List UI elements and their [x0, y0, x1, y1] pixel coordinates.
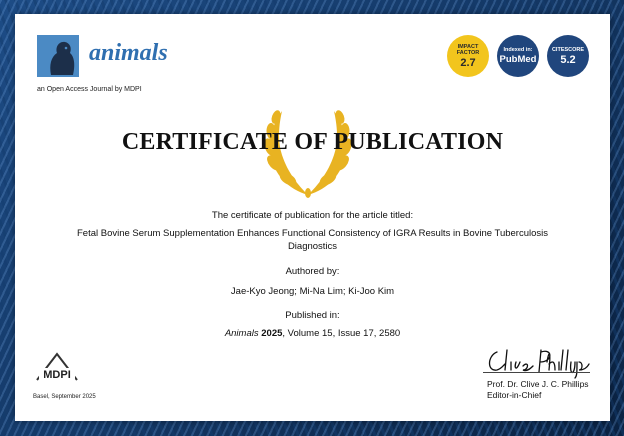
signer-block — [487, 379, 589, 401]
certificate-intro: The certificate of publication for the article titled: — [211, 210, 414, 221]
pubmed-badge[interactable] — [497, 35, 539, 77]
citescore-value: 5.2 — [560, 53, 576, 66]
signature-line — [483, 372, 590, 373]
journal-name: animals — [89, 40, 168, 66]
volume-issue: , Volume 15, Issue 17, 2580 — [282, 328, 401, 339]
impact-factor-badge[interactable] — [447, 35, 489, 77]
editor-signature — [483, 342, 593, 380]
certificate-paper — [15, 14, 610, 421]
article-title: Fetal Bovine Serum Supplementation Enhances Functional Consistency of IGRA Results in Bovine Tuberculosis Diagnostics — [76, 228, 549, 252]
certificate-title: CERTIFICATE OF PUBLICATION — [121, 129, 504, 155]
publication-details — [15, 328, 610, 339]
authored-by-label: Authored by: — [285, 266, 340, 277]
mdpi-logo — [35, 350, 79, 386]
pubmed-value: PubMed — [499, 54, 537, 65]
impact-factor-value: 2.7 — [460, 56, 476, 69]
impact-factor-label: IMPACT FACTOR — [456, 43, 480, 56]
animal-journal-logo-icon — [37, 35, 79, 77]
signer-role: Editor-in-Chief — [487, 390, 542, 400]
citescore-badge[interactable] — [547, 35, 589, 77]
mdpi-logo-text: MDPI — [43, 369, 71, 381]
metrics-badges — [447, 35, 597, 81]
published-in-label: Published in: — [285, 310, 340, 321]
journal-subtitle: an Open Access Journal by MDPI — [37, 86, 142, 93]
publication-year: 2025 — [261, 328, 283, 339]
citescore-label: CITESCORE — [551, 46, 585, 53]
pubmed-label: Indexed in: — [503, 47, 533, 53]
authors-list: Jae-Kyo Jeong; Mi-Na Lim; Ki-Joo Kim — [230, 286, 395, 297]
signer-name: Prof. Dr. Clive J. C. Phillips — [487, 379, 589, 389]
place-date: Basel, September 2025 — [33, 394, 96, 400]
journal-name-italic: Animals — [224, 328, 259, 339]
